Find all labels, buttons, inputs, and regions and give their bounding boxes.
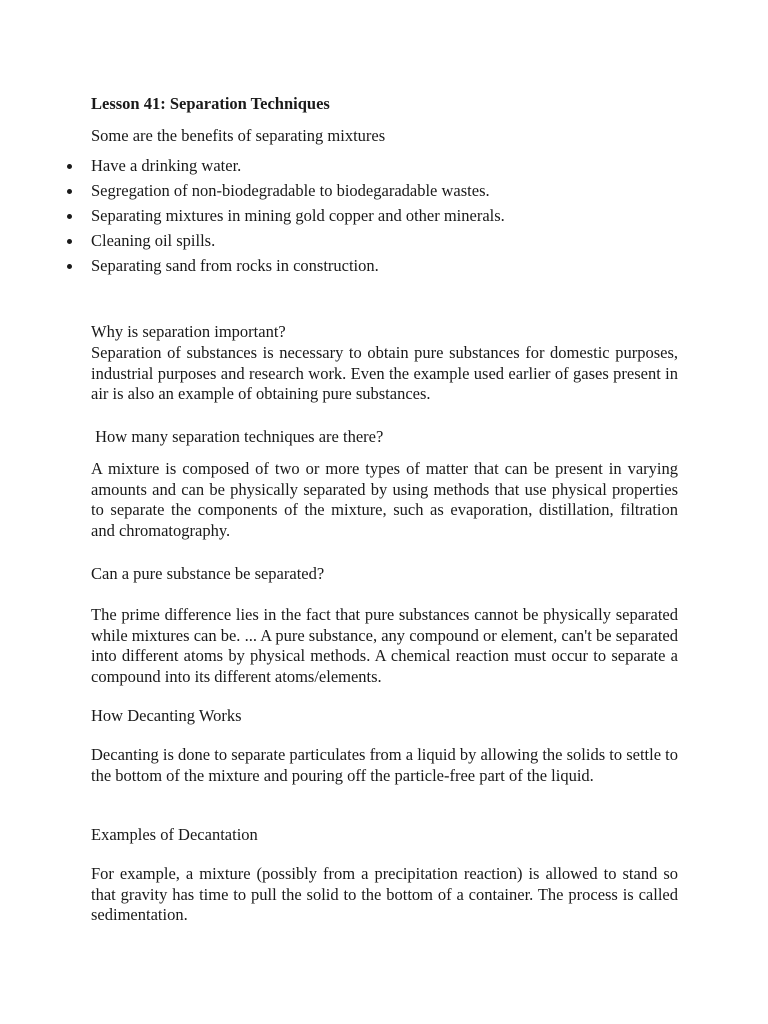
bullet-icon	[67, 239, 72, 244]
section-body-how-many: A mixture is composed of two or more types of matter that can be present in varying amounts and can be physically separated by using methods that use physical properties to separate the components of the mixture, such as evaporation, distillation, filtration and chromatography.	[91, 459, 678, 540]
list-item-text: Separating sand from rocks in construction.	[91, 256, 379, 275]
section-heading-decantation-examples: Examples of Decantation	[91, 825, 258, 844]
bullet-icon	[67, 164, 72, 169]
section-body-decanting: Decanting is done to separate particulates from a liquid by allowing the solids to settle to the bottom of the mixture and pouring off the particle-free part of the liquid.	[91, 745, 678, 785]
lesson-intro: Some are the benefits of separating mixtures	[91, 126, 386, 145]
bullet-icon	[67, 214, 72, 219]
lesson-title: Lesson 41: Separation Techniques	[91, 94, 330, 113]
section-body-pure-substance: The prime difference lies in the fact that pure substances cannot be physically separated while mixtures can be. ... A pure substance, any compound or element, can't be separated into different atoms by physical methods. A chemical reaction must occur to separate a compound into its different atoms/elements.	[91, 605, 678, 686]
section-heading-how-many: How many separation techniques are there?	[91, 427, 384, 446]
benefits-list	[0, 156, 768, 281]
section-heading-decanting: How Decanting Works	[91, 706, 242, 725]
list-item	[0, 231, 768, 256]
list-item	[0, 256, 768, 281]
list-item-text: Cleaning oil spills.	[91, 231, 216, 250]
list-item	[0, 206, 768, 231]
list-item	[0, 156, 768, 181]
bullet-icon	[67, 189, 72, 194]
list-item-text: Segregation of non-biodegradable to biodegaradable wastes.	[91, 181, 490, 200]
list-item	[0, 181, 768, 206]
section-body-why-separation: Separation of substances is necessary to obtain pure substances for domestic purposes, industrial purposes and research work. Even the example used earlier of gases present in air is also an example of obtaining pure substances.	[91, 343, 678, 403]
section-heading-why-separation: Why is separation important?	[91, 322, 286, 341]
bullet-icon	[67, 264, 72, 269]
section-heading-pure-substance: Can a pure substance be separated?	[91, 564, 325, 583]
list-item-text: Separating mixtures in mining gold copper and other minerals.	[91, 206, 505, 225]
section-body-decantation-examples: For example, a mixture (possibly from a precipitation reaction) is allowed to stand so that gravity has time to pull the solid to the bottom of a container. The process is called sedimentation.	[91, 864, 678, 924]
list-item-text: Have a drinking water.	[91, 156, 242, 175]
